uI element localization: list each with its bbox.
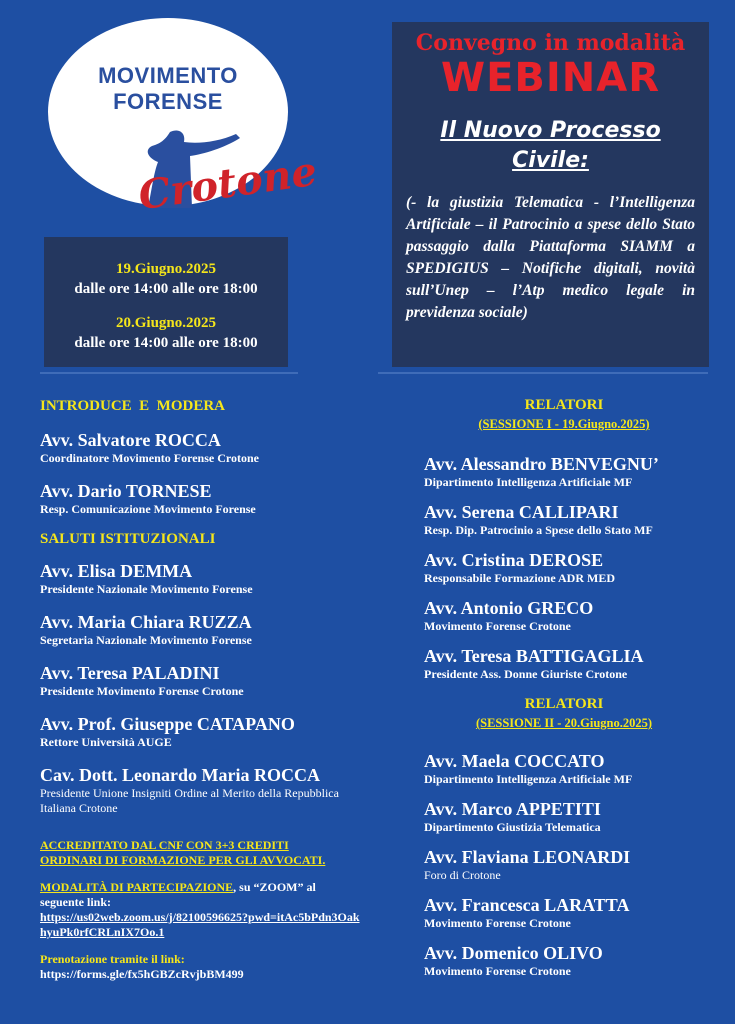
person-block — [424, 453, 724, 490]
person-role: Resp. Comunicazione Movimento Forense — [40, 502, 256, 516]
person-role: Presidente Unione Insigniti Ordine al Merito della Repubblica Italiana Crotone — [40, 786, 339, 815]
person-name: Avv. Salvatore ROCCA — [40, 430, 221, 450]
person-name: Avv. Domenico OLIVO — [424, 943, 603, 963]
person-role: Movimento Forense Crotone — [424, 619, 571, 633]
booking-label: Prenotazione tramite il link: — [40, 952, 185, 966]
person-block — [40, 611, 370, 648]
hours-1: dalle ore 14:00 alle ore 18:00 — [74, 281, 258, 297]
person-role: Coordinatore Movimento Forense Crotone — [40, 451, 259, 465]
participation-rest: , su “ZOOM” al seguente link: — [40, 880, 316, 909]
hours-2: dalle ore 14:00 alle ore 18:00 — [74, 335, 258, 351]
person-role: Foro di Crotone — [424, 868, 501, 882]
session1-title: RELATORI — [524, 397, 604, 413]
person-block — [424, 846, 724, 883]
person-name: Avv. Cristina DEROSE — [424, 550, 604, 570]
person-role: Presidente Movimento Forense Crotone — [40, 684, 244, 698]
session1-header — [424, 395, 704, 433]
person-block — [40, 713, 370, 750]
logo-line2: FORENSE — [113, 89, 223, 114]
session2-title: RELATORI — [524, 696, 604, 712]
event-title-line1: Il Nuovo Processo — [440, 118, 661, 143]
person-block — [424, 894, 724, 931]
person-block — [40, 764, 360, 816]
person-block — [424, 750, 724, 787]
person-block — [40, 662, 370, 699]
session2-header — [424, 694, 704, 732]
person-name: Avv. Elisa DEMMA — [40, 561, 193, 581]
person-name: Avv. Teresa BATTIGAGLIA — [424, 646, 644, 666]
person-block — [40, 429, 370, 466]
person-role: Movimento Forense Crotone — [424, 916, 571, 930]
person-name: Avv. Antonio GRECO — [424, 598, 594, 618]
accreditation-note: ACCREDITATO DAL CNF CON 3+3 CREDITI ORDINARI DI FORMAZIONE PER GLI AVVOCATI. — [40, 838, 326, 867]
person-block — [424, 549, 724, 586]
webinar-top: Convegno in modalità — [415, 30, 686, 56]
person-role: Presidente Nazionale Movimento Forense — [40, 582, 253, 596]
event-title-line2: Civile: — [512, 148, 589, 173]
logo-city: Crotone — [135, 147, 320, 220]
date-1: 19.Giugno.2025 — [115, 261, 217, 277]
person-role: Dipartimento Intelligenza Artificiale MF — [424, 772, 633, 786]
participation-label: MODALITÀ DI PARTECIPAZIONE — [40, 880, 234, 894]
person-name: Avv. Prof. Giuseppe CATAPANO — [40, 714, 295, 734]
person-name: Avv. Alessandro BENVEGNU’ — [424, 454, 659, 474]
person-block — [424, 501, 724, 538]
participation-note — [40, 880, 360, 910]
person-name: Avv. Flaviana LEONARDI — [424, 847, 631, 867]
person-block — [40, 480, 370, 517]
person-name: Avv. Maela COCCATO — [424, 751, 605, 771]
person-role: Movimento Forense Crotone — [424, 964, 571, 978]
date-2: 20.Giugno.2025 — [115, 315, 217, 331]
person-role: Dipartimento Intelligenza Artificiale MF — [424, 475, 633, 489]
webinar-heading: WEBINAR — [440, 55, 661, 101]
person-block — [40, 560, 370, 597]
person-block — [424, 798, 724, 835]
divider-right — [378, 372, 708, 374]
introduce-heading: INTRODUCE E MODERA — [40, 398, 226, 414]
person-name: Avv. Maria Chiara RUZZA — [40, 612, 252, 632]
person-role: Dipartimento Giustizia Telematica — [424, 820, 601, 834]
left-column — [40, 398, 370, 982]
booking-link[interactable]: https://forms.gle/fx5hGBZcRvjbBM499 — [40, 967, 244, 981]
person-role: Rettore Università AUGE — [40, 735, 172, 749]
divider-left — [40, 372, 298, 374]
person-block — [424, 645, 724, 682]
person-role: Resp. Dip. Patrocinio a Spese dello Stato MF — [424, 523, 653, 537]
logo-line1: MOVIMENTO — [98, 63, 238, 88]
saluti-heading: SALUTI ISTITUZIONALI — [40, 531, 216, 547]
movimento-forense-logo — [48, 18, 320, 220]
person-block — [424, 597, 724, 634]
dates-box — [44, 237, 288, 367]
right-column — [424, 395, 724, 979]
person-role: Presidente Ass. Donne Giuriste Crotone — [424, 667, 628, 681]
person-role: Segretaria Nazionale Movimento Forense — [40, 633, 252, 647]
person-block — [424, 942, 724, 979]
person-name: Avv. Teresa PALADINI — [40, 663, 220, 683]
person-role: Responsabile Formazione ADR MED — [424, 571, 615, 585]
session1-subtitle: (SESSIONE I - 19.Giugno.2025) — [478, 417, 650, 431]
session2-subtitle: (SESSIONE II - 20.Giugno.2025) — [475, 716, 653, 730]
person-name: Avv. Serena CALLIPARI — [424, 502, 619, 522]
person-name: Avv. Dario TORNESE — [40, 481, 212, 501]
person-name: Cav. Dott. Leonardo Maria ROCCA — [40, 765, 320, 785]
zoom-link[interactable]: https://us02web.zoom.us/j/82100596625?pwd=itAc5bPdn3OakhyuPk0rfCRLnIX7Oo.1 — [40, 910, 360, 939]
person-name: Avv. Francesca LARATTA — [424, 895, 630, 915]
person-name: Avv. Marco APPETITI — [424, 799, 601, 819]
webinar-box — [392, 22, 709, 367]
event-description: (- la giustizia Telematica - l’Intelligenza Artificiale – il Patrocinio a spese dello Stato passaggio dalla Piattaforma SIAMM a SPEDIGIUS – Notifiche digitali, novità sull’Unep – l’Atp medico legale in previdenza sociale) — [406, 194, 695, 321]
